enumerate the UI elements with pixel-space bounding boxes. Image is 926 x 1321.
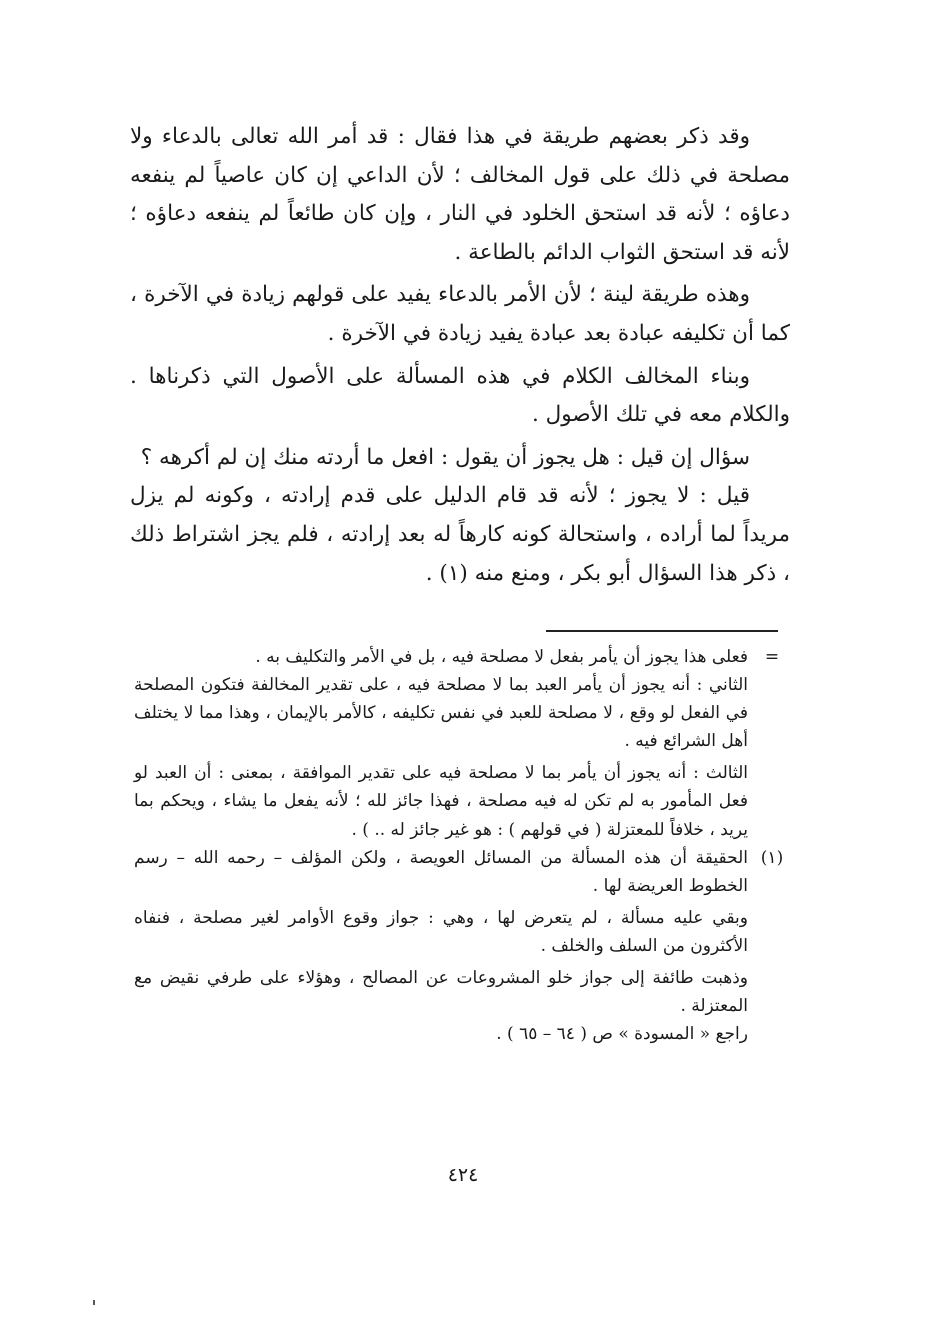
footnote-1-paragraph-3: وذهبت طائفة إلى جواز خلو المشروعات عن المصالح ، وهؤلاء على طرفي نقيض مع المعتزلة . — [134, 968, 748, 1017]
footnote-continued-line: فعلى هذا يجوز أن يأمر بفعل لا مصلحة فيه ، بل في الأمر والتكليف به . — [255, 647, 748, 667]
footnote-1 — [134, 844, 790, 1049]
paragraph-1: وقد ذكر بعضهم طريقة في هذا فقال : قد أمر الله تعالى بالدعاء ولا مصلحة في ذلك على قول المخالف ؛ لأن الداعي إن كان عاصياً لم ينفعه دعاؤه ؛ لأنه قد استحق الخلود في النار ، وإن كان طائعاً لم ينفعه دعاؤه ؛ لأنه قد استحق الثواب الدائم بالطاعة . — [130, 124, 790, 265]
page-number: ٤٢٤ — [447, 1164, 479, 1186]
footnote-continued — [134, 643, 790, 844]
footnote-separator — [546, 630, 778, 632]
paragraph-3: وبناء المخالف الكلام في هذه المسألة على الأصول التي ذكرناها . والكلام معه في تلك الأصول . — [130, 363, 790, 428]
footnote-1-reference: راجع « المسودة » ص ( ٦٤ – ٦٥ ) . — [496, 1024, 748, 1045]
footnote-1-paragraph-1: الحقيقة أن هذه المسألة من المسائل العويصة ، ولكن المؤلف – رحمه الله – رسم الخطوط العريضة لها . — [134, 847, 748, 896]
footnote-1-paragraph-2: وبقي عليه مسألة ، لم يتعرض لها ، وهي : جواز وقوع الأوامر لغير مصلحة ، فنفاه الأكثرون من السلف والخلف . — [134, 907, 748, 956]
question-paragraph: سؤال إن قيل : هل يجوز أن يقول : افعل ما أردته منك إن لم أكرهه ؟ — [140, 444, 750, 470]
paragraph-2: وهذه طريقة لينة ؛ لأن الأمر بالدعاء يفيد على قولهم زيادة في الآخرة ، كما أن تكليفه عبادة بعد عبادة يفيد زيادة في الآخرة . — [130, 282, 790, 346]
footnote-1-mark: (١) — [760, 847, 784, 868]
footnote-continued-third: الثالث : أنه يجوز أن يأمر بما لا مصلحة فيه على تقدير الموافقة ، بمعنى : أن العبد لو فعل المأمور به لم تكن له فيه مصلحة ، فهذا جائز لله ؛ لأنه يفعل ما يشاء ، ويحكم بما يريد ، خلافاً للمعتزلة ( في قولهم ) : هو غير جائز له .. ) . — [134, 763, 748, 840]
footnote-continued-mark: = — [764, 647, 780, 667]
footnotes — [134, 643, 790, 1048]
main-text — [130, 118, 790, 593]
answer-paragraph: قيل : لا يجوز ؛ لأنه قد قام الدليل على قدم إرادته ، وكونه لم يزل مريداً لما أراده ، واستحالة كونه كارهاً له بعد إرادته ، فلم يجز اشتراط ذلك ، ذكر هذا السؤال أبو بكر ، ومنع منه (١) . — [130, 483, 790, 586]
footnote-continued-second: الثاني : أنه يجوز أن يأمر العبد بما لا مصلحة فيه ، على تقدير المخالفة فتكون المصلحة في الفعل لو وقع ، لا مصلحة للعبد في نفس تكليفه ، كالأمر بالإيمان ، وهذا مما لا يختلف أهل الشرائع فيه . — [134, 675, 748, 752]
scan-speck — [93, 1300, 95, 1305]
